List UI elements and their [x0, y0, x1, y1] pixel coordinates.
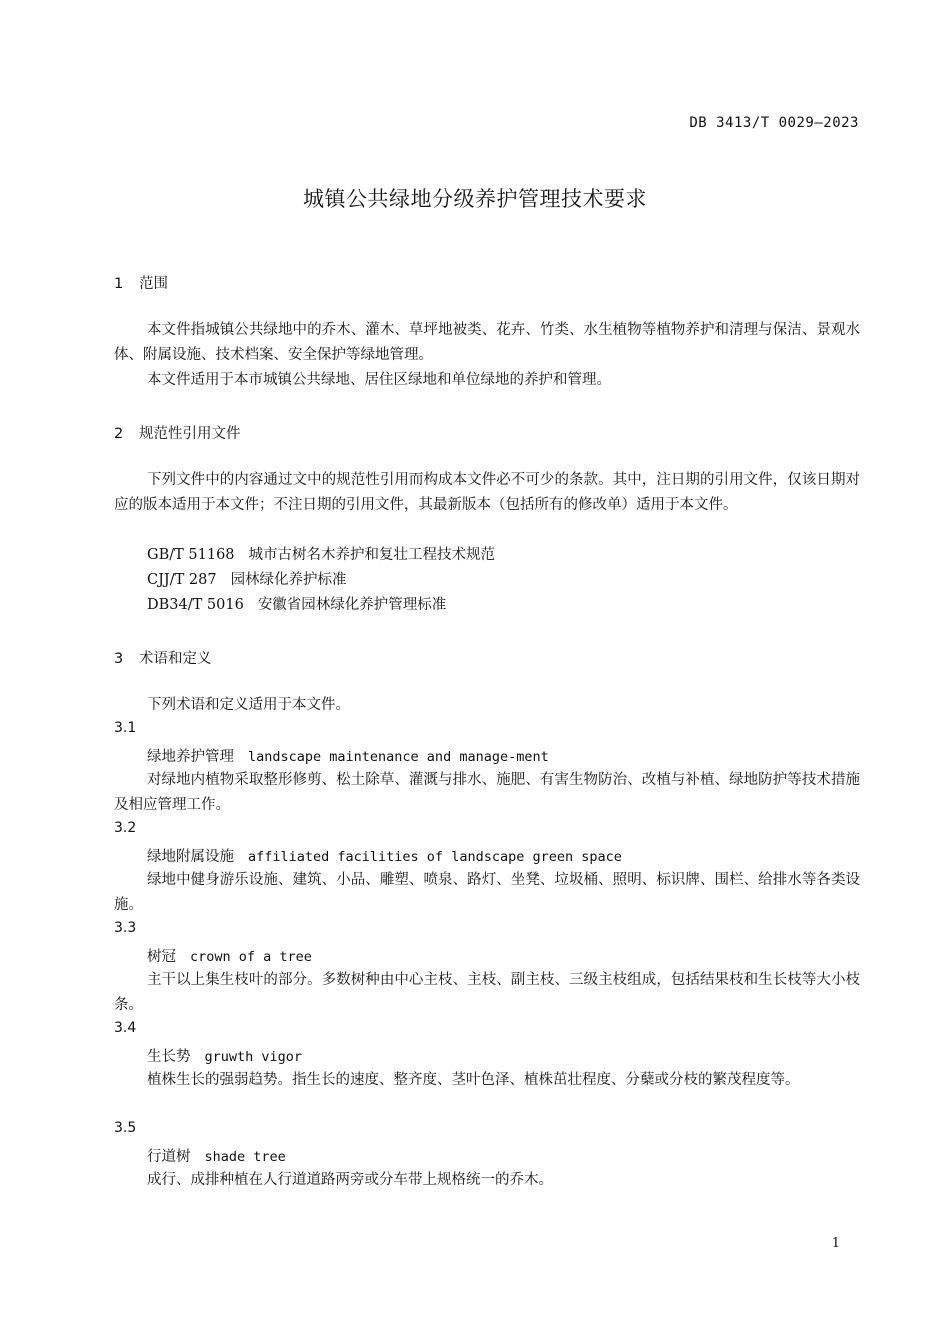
term-number: 3.1	[114, 720, 137, 736]
term-heading	[147, 845, 622, 866]
term-en: affiliated facilities of landscape green space	[248, 849, 622, 865]
reference-code: CJJ/T 287	[147, 572, 217, 588]
term-en: landscape maintenance and manage-ment	[248, 749, 549, 765]
section-title: 范围	[139, 276, 168, 292]
standard-code: DB 3413/T 0029—2023	[689, 115, 859, 131]
reference-title: 安徽省园林绿化养护管理标准	[257, 597, 447, 613]
term-heading	[147, 745, 549, 766]
term-en: crown of a tree	[190, 949, 312, 965]
term-heading	[147, 1045, 302, 1066]
term-en: shade tree	[204, 1149, 286, 1165]
section-heading-scope	[114, 272, 168, 293]
term-zh: 绿地附属设施	[147, 849, 234, 865]
term-zh: 绿地养护管理	[147, 749, 234, 765]
document-title: 城镇公共绿地分级养护管理技术要求	[303, 187, 647, 211]
page-number: 1	[831, 1236, 840, 1251]
section-number: 2	[114, 426, 124, 442]
reference-code: GB/T 51168	[147, 547, 235, 563]
reference-title: 园林绿化养护标准	[230, 572, 347, 588]
section-heading-normative-references	[114, 422, 241, 443]
term-number: 3.5	[114, 1120, 137, 1136]
term-definition: 植株生长的强弱趋势。指生长的速度、整齐度、茎叶色泽、植株茁壮程度、分蘖或分枝的繁茂程度等。	[147, 1072, 800, 1088]
term-zh: 行道树	[147, 1149, 191, 1165]
reference-item	[147, 593, 446, 614]
section-title: 规范性引用文件	[139, 426, 241, 442]
scope-paragraph-1: 本文件指城镇公共绿地中的乔木、灌木、草坪地被类、花卉、竹类、水生植物等植物养护和清理与保洁、景观水体、附属设施、技术档案、安全保护等绿地管理。	[114, 322, 860, 363]
term-definition: 绿地中健身游乐设施、建筑、小品、雕塑、喷泉、路灯、坐凳、垃圾桶、照明、标识牌、围栏、给排水等各类设施。	[114, 872, 860, 913]
reference-title: 城市古树名木养护和复壮工程技术规范	[248, 547, 496, 563]
term-heading	[147, 945, 312, 966]
references-intro-paragraph: 下列文件中的内容通过文中的规范性引用而构成本文件必不可少的条款。其中，注日期的引用文件，仅该日期对应的版本适用于本文件；不注日期的引用文件，其最新版本（包括所有的修改单）适用于本文件。	[114, 472, 860, 513]
term-definition: 主干以上集生枝叶的部分。多数树种由中心主枝、主枝、副主枝、三级主枝组成，包括结果枝和生长枝等大小枝条。	[114, 972, 860, 1013]
term-definition: 成行、成排种植在人行道道路两旁或分车带上规格统一的乔木。	[147, 1172, 553, 1188]
term-zh: 树冠	[147, 949, 176, 965]
term-en: gruwth vigor	[204, 1049, 303, 1065]
reference-item	[147, 543, 495, 564]
scope-paragraph-2: 本文件适用于本市城镇公共绿地、居住区绿地和单位绿地的养护和管理。	[147, 372, 611, 388]
section-number: 3	[114, 651, 124, 667]
section-heading-terms-definitions	[114, 647, 212, 668]
reference-code: DB34/T 5016	[147, 597, 244, 613]
term-definition: 对绿地内植物采取整形修剪、松土除草、灌溉与排水、施肥、有害生物防治、改植与补植、绿地防护等技术措施及相应管理工作。	[114, 772, 860, 813]
section-title: 术语和定义	[139, 651, 212, 667]
term-number: 3.2	[114, 820, 137, 836]
term-heading	[147, 1145, 286, 1166]
section-number: 1	[114, 276, 124, 292]
terms-intro-paragraph: 下列术语和定义适用于本文件。	[147, 697, 350, 713]
reference-item	[147, 568, 347, 589]
term-zh: 生长势	[147, 1049, 191, 1065]
term-number: 3.3	[114, 920, 137, 936]
term-number: 3.4	[114, 1020, 137, 1036]
